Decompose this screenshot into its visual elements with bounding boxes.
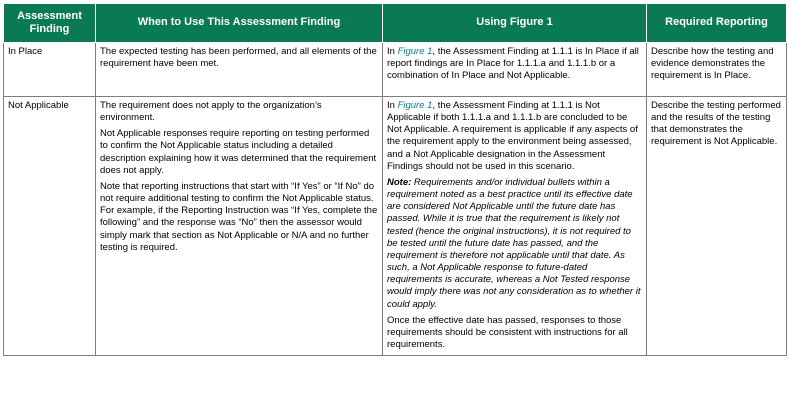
when-cell — [96, 97, 383, 356]
figure-1-link[interactable]: Figure 1 — [397, 100, 433, 111]
when-paragraph: The requirement does not apply to the organization’s environment. — [100, 100, 322, 124]
using-paragraph: In Figure 1, the Assessment Finding at 1.1.1 is In Place if all report findings are In Place for 1.1.1.a and 1.1.1.b or a combination of In Place and Not Applicable. — [387, 46, 639, 82]
when-paragraph: Not Applicable responses require reporting on testing performed to confirm the Not Applicable status including a detailed description explaining how it was determined that the requirement does not apply. — [100, 128, 377, 176]
figure-1-link[interactable]: Figure 1 — [397, 46, 433, 57]
closing-paragraph: Once the effective date has passed, responses to those requirements should be consistent with instructions for all requirements. — [387, 314, 628, 350]
assessment-findings-table — [3, 3, 787, 356]
header-required-reporting: Required Reporting — [647, 4, 787, 43]
using-figure-cell — [383, 43, 647, 97]
header-assessment-finding: Assessment Finding — [4, 4, 96, 43]
reporting-cell: Describe how the testing and evidence demonstrates the requirement is In Place. — [647, 43, 787, 97]
header-using-figure-1: Using Figure 1 — [383, 4, 647, 43]
table-row-in-place — [4, 43, 787, 97]
using-figure-cell — [383, 97, 647, 356]
note-label: Note: — [387, 176, 412, 188]
when-paragraph: Note that reporting instructions that start with “If Yes” or “If No” do not require additional testing to confirm the Not Applicable status. For example, if the Reporting Instruction was “If Yes, complete the following” and the response was “No” then the assessor would simply mark that section as Not Applicable or N/A and no further testing is required. — [100, 180, 378, 253]
when-cell — [96, 43, 383, 97]
finding-cell: Not Applicable — [4, 97, 96, 356]
note-paragraph: Note: Requirements and/or individual bullets within a requirement noted as a best practice until its effective date are considered Not Applicable until the future date has passed. While it is true that the requirement is likely not tested (hence the original instructions), it is not required to be tested until the future date has passed, and the requirement is therefore not applicable until that date. As such, a Not Applicable response to future-dated requirements is accurate, whereas a Not Tested response would imply there was not any consideration as to whether it could apply. — [387, 176, 641, 310]
when-paragraph: The expected testing has been performed, and all elements of the requirement have been met. — [100, 46, 377, 70]
header-row — [4, 4, 787, 43]
table-row-not-applicable — [4, 97, 787, 356]
finding-cell: In Place — [4, 43, 96, 97]
header-when-to-use: When to Use This Assessment Finding — [96, 4, 383, 43]
using-paragraph: In Figure 1, the Assessment Finding at 1.1.1 is Not Applicable if both 1.1.1.a and 1.1.1.b are concluded to be Not Applicable. A requirement is applicable if any aspects of the requirement apply to the environment being assessed, and a Not Applicable designation in the Assessment Findings should not be used in this scenario. — [387, 100, 638, 172]
reporting-cell: Describe the testing performed and the results of the testing that demonstrates the requirement is Not Applicable. — [647, 97, 787, 356]
